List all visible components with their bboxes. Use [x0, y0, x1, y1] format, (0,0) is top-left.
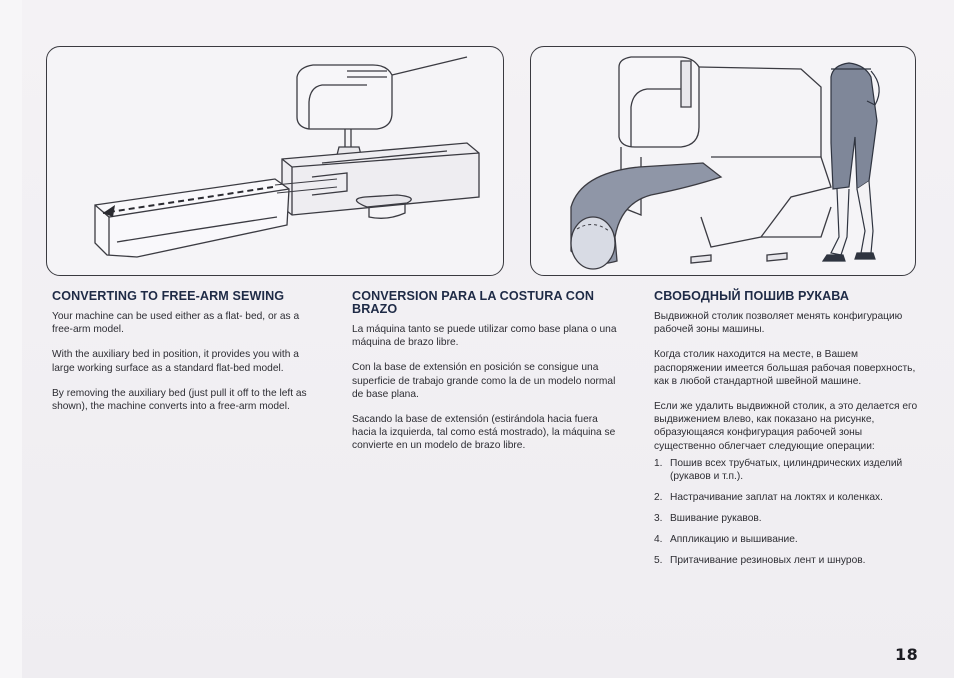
english-paragraph-2: With the auxiliary bed in position, it provides you with a large working surface as a standard flat-bed model. — [52, 349, 299, 374]
spanish-paragraph-3: Sacando la base de extensión (estirándola hacia fuera hacia la izquierda, tal como está mostrado), la máquina se convierte en un modelo de brazo libre. — [352, 414, 616, 452]
russian-section — [654, 290, 922, 575]
russian-paragraph-3: Если же удалить выдвижной столик, а это делается его выдвижением влево, как показано на рисунке, образующаяся конфигурация рабочей зоны существенно облегчает следующие операции: — [654, 401, 918, 452]
spanish-title: CONVERSION PARA LA COSTURA CON BRAZO — [352, 289, 595, 316]
english-title: CONVERTING TO FREE-ARM SEWING — [52, 289, 285, 303]
bed-removal-illustration — [46, 46, 504, 276]
page-edge — [0, 0, 22, 678]
free-arm-drawing — [531, 47, 916, 276]
list-item: 4. Аппликацию и вышивание. — [654, 533, 798, 545]
list-item: 1. Пошив всех трубчатых, цилиндрических изделий (рукавов и т.п.). — [654, 457, 903, 482]
russian-paragraph-1: Выдвижной столик позволяет менять конфигурацию рабочей зоны машины. — [654, 311, 903, 336]
english-paragraph-3: By removing the auxiliary bed (just pull it off to the left as shown), the machine converts into a free-arm model. — [52, 387, 307, 413]
russian-operations-list — [654, 457, 922, 567]
list-item: 3. Вшивание рукавов. — [654, 512, 762, 524]
spanish-paragraph-2: Con la base de extensión en posición se consigue una superficie de trabajo grande como la de un modelo normal de base plana. — [352, 362, 616, 400]
bed-removal-drawing — [47, 47, 504, 276]
free-arm-illustration — [530, 46, 916, 276]
russian-title: СВОБОДНЫЙ ПОШИВ РУКАВА — [654, 289, 850, 303]
list-item: 5. Притачивание резиновых лент и шнуров. — [654, 554, 866, 566]
english-paragraph-1: Your machine can be used either as a flat- bed, or as a free-arm model. — [52, 311, 300, 336]
list-item: 2. Настрачивание заплат на локтях и коленках. — [654, 491, 883, 503]
russian-paragraph-2: Когда столик находится на месте, в Вашем распоряжении имеется большая рабочая поверхность, как в любой стандартной швейной машине. — [654, 349, 916, 387]
spanish-section — [352, 290, 622, 465]
english-section — [52, 290, 320, 425]
spanish-paragraph-1: La máquina tanto se puede utilizar como base plana o una máquina de brazo libre. — [352, 324, 617, 349]
page-number: 18 — [895, 645, 919, 664]
